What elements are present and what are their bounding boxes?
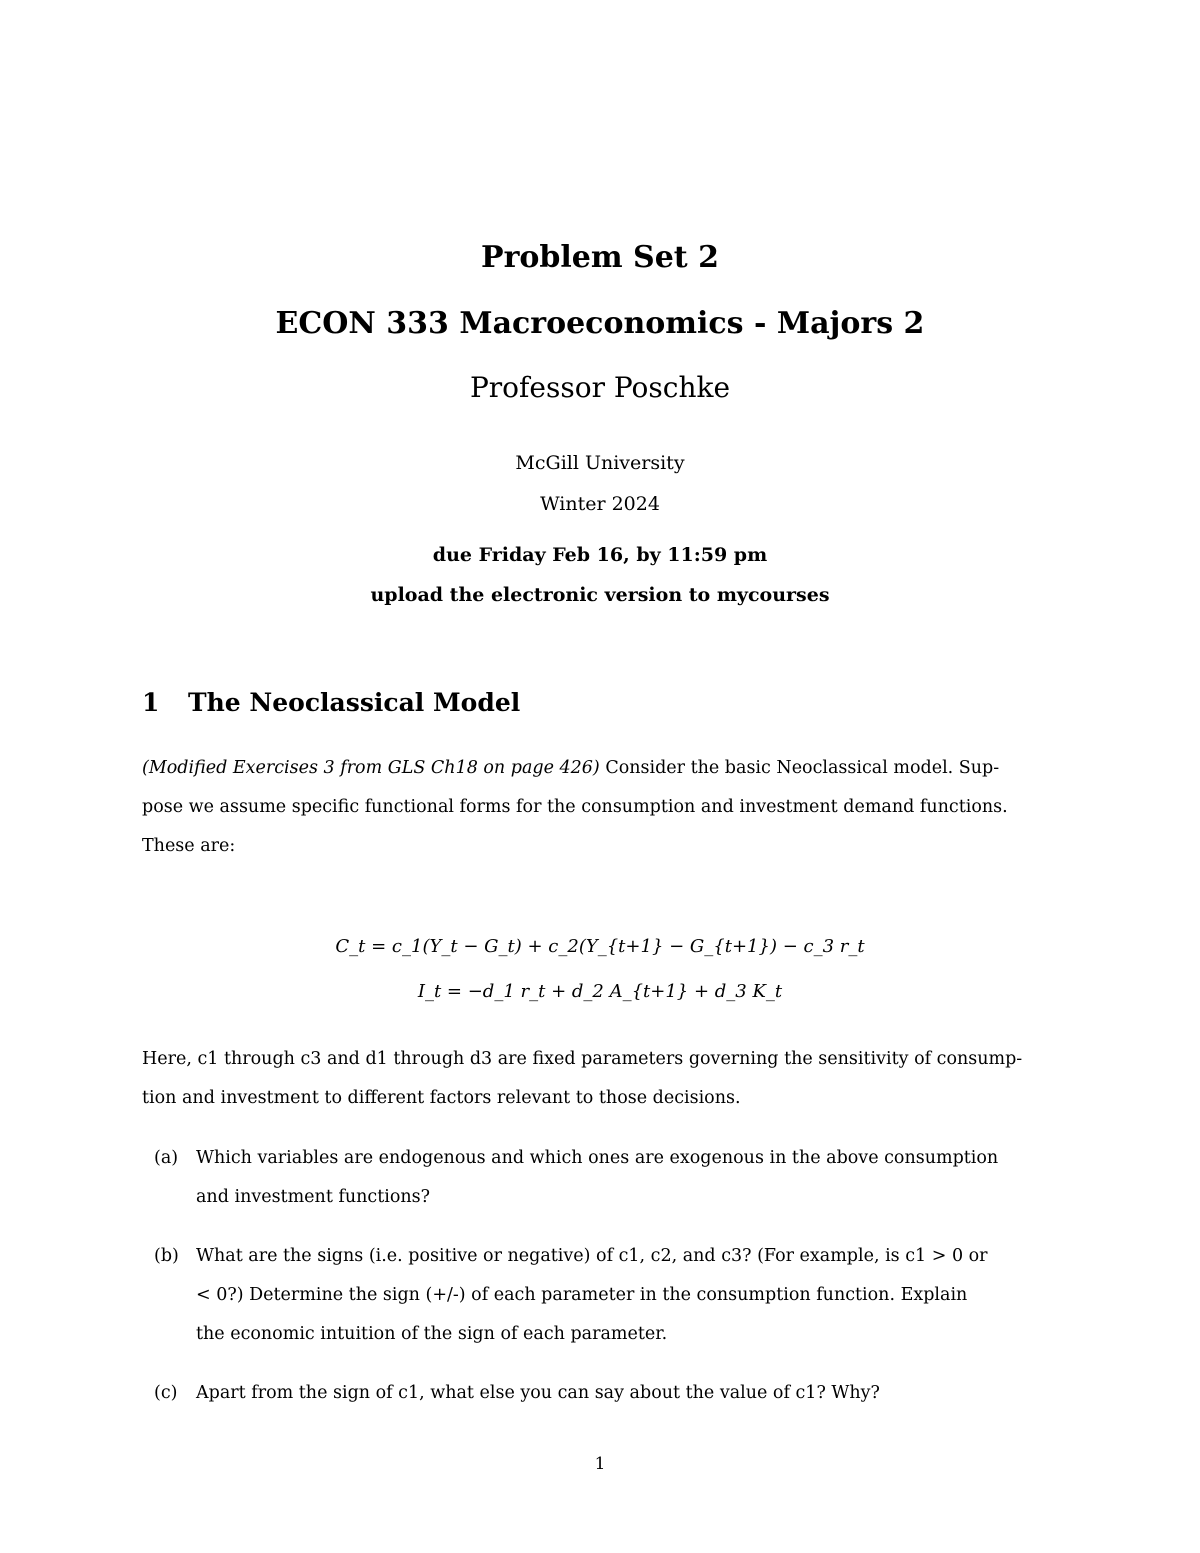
exercise-reference: (Modified Exercises 3 from GLS Ch18 on page 426) — [142, 758, 600, 778]
question-label: (a) — [154, 1148, 179, 1168]
intro-line-3: These are: — [142, 836, 236, 856]
explanation-line-1: Here, c1 through c3 and d1 through d3 are fixed parameters governing the sensitivity of consump- — [142, 1049, 1023, 1069]
question-line: What are the signs (i.e. positive or negative) of c1, c2, and c3? (For example, is c1 > 0 or — [196, 1246, 988, 1266]
intro-paragraph — [142, 749, 1058, 866]
due-date: due Friday Feb 16, by 11:59 pm — [432, 544, 768, 566]
investment-equation: I_t = −d_1 r_t + d_2 A_{t+1} + d_3 K_t — [417, 981, 783, 1002]
page-number: 1 — [594, 1454, 606, 1474]
intro-line-1-text: Consider the basic Neoclassical model. Sup- — [599, 758, 1000, 778]
section-number: 1 — [142, 688, 160, 717]
question-line: the economic intuition of the sign of each parameter. — [196, 1324, 668, 1344]
question-line: Apart from the sign of c1, what else you can say about the value of c1? Why? — [196, 1383, 880, 1403]
intro-line-2: pose we assume specific functional forms for the consumption and investment demand functions. — [142, 797, 1008, 817]
question-text — [196, 1374, 1062, 1413]
question-line: < 0?) Determine the sign (+/-) of each parameter in the consumption function. Explain — [196, 1285, 968, 1305]
explanation-line-2: tion and investment to different factors relevant to those decisions. — [142, 1088, 741, 1108]
question-line: Which variables are endogenous and which ones are exogenous in the above consumption — [196, 1148, 999, 1168]
explanation-paragraph — [142, 1040, 1058, 1118]
section-heading — [142, 688, 520, 717]
question-text — [196, 1237, 1062, 1354]
intro-line-1 — [142, 749, 1058, 788]
section-title: The Neoclassical Model — [188, 688, 521, 717]
term: Winter 2024 — [540, 493, 660, 515]
document-title: Problem Set 2 — [481, 240, 719, 275]
question-line: and investment functions? — [196, 1187, 431, 1207]
question-label: (b) — [154, 1246, 179, 1266]
professor-name: Professor Poschke — [469, 371, 731, 404]
course-name: ECON 333 Macroeconomics - Majors 2 — [275, 306, 925, 341]
upload-instruction: upload the electronic version to mycourses — [370, 584, 830, 606]
consumption-equation: C_t = c_1(Y_t − G_t) + c_2(Y_{t+1} − G_{t+1}) − c_3 r_t — [335, 936, 865, 957]
university-name: McGill University — [515, 452, 685, 474]
question-text — [196, 1139, 1062, 1217]
question-label: (c) — [154, 1383, 178, 1403]
